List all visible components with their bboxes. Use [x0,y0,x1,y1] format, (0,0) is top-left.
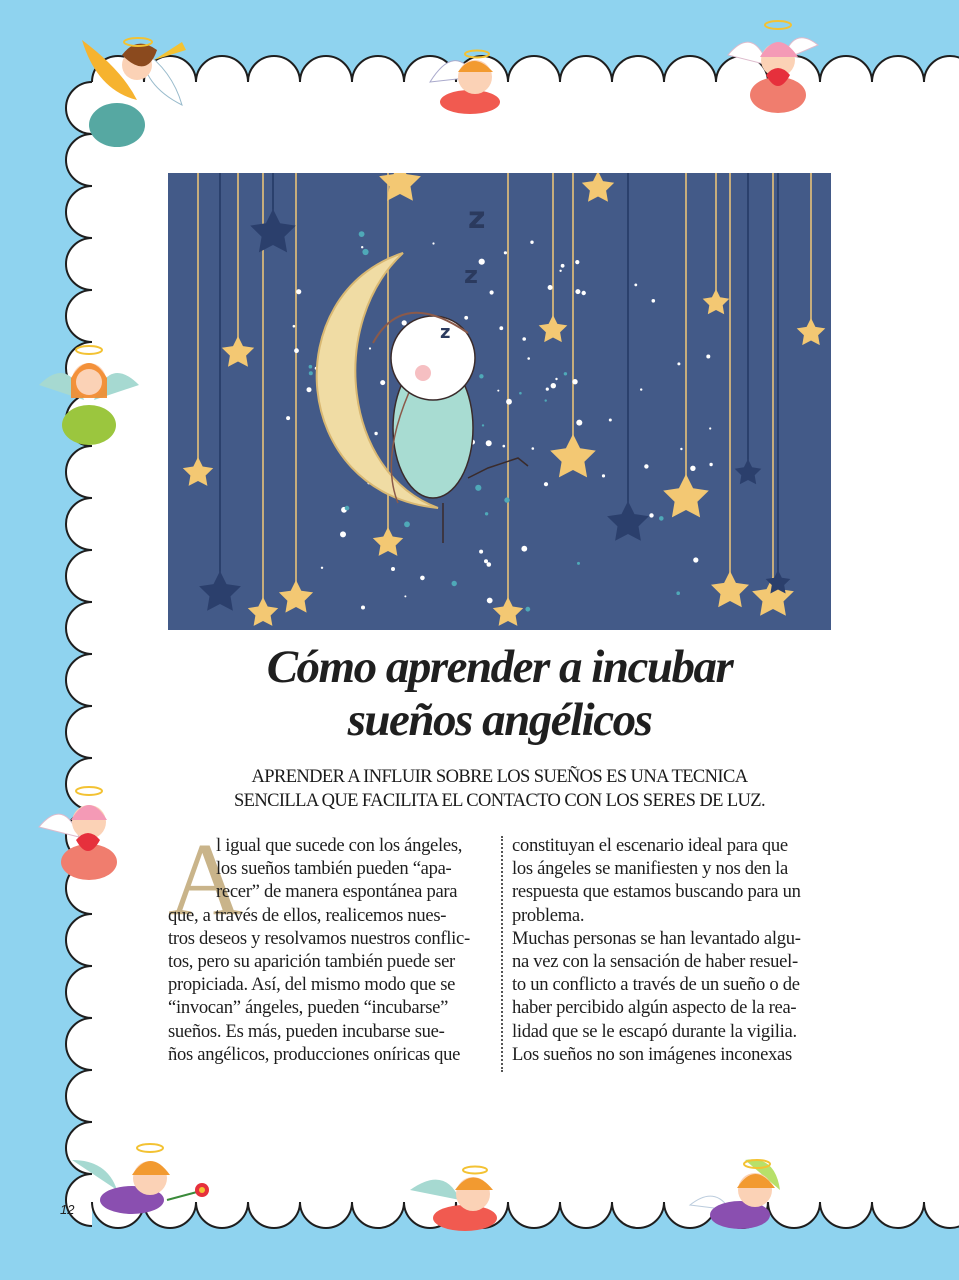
body-line: Muchas personas se han levantado algu- [512,927,801,949]
flower-icon [195,1183,209,1197]
body-line: “invocan” ángeles, pueden “incubarse” [168,997,449,1019]
angel-heart-left-icon [34,782,134,882]
body-line: los ángeles se manifiesten y nos den la [512,858,788,880]
body-line: constituyan el escenario ideal para que [512,835,788,856]
body-line: l igual que sucede con los ángeles, [216,835,463,856]
body-line: ños angélicos, producciones oníricas que [168,1043,461,1065]
body-line: los sueños también pueden “apa- [216,858,452,880]
svg-text:z: z [440,322,451,343]
body-line: recer” de manera espontánea para [216,881,458,903]
angel-right-bottom-icon [685,1150,805,1240]
svg-text:z: z [464,261,478,289]
body-line: tros deseos y resolvamos nuestros conflic- [168,927,470,949]
body-column-left [168,834,495,1066]
body-line: na vez con la sensación de haber resuel- [512,950,798,972]
body-line: propiciada. Así, del mismo modo que se [168,974,456,996]
angel-sleeping-icon [415,42,515,117]
body-line: problema. [512,904,585,926]
angel-heart-icon [718,15,828,115]
angel-trumpet-icon [62,20,202,150]
body-line: respuesta que estamos buscando para un [512,881,801,903]
body-line: to un conflicto a través de un sueño o de [512,974,800,996]
column-divider [501,836,503,1072]
body-line: sueños. Es más, pueden incubarse sue- [168,1020,445,1042]
article-title-line1: Cómo aprender a incubar [266,641,733,693]
angel-flower-icon [62,1140,222,1230]
drop-cap: A [168,822,244,937]
body-line: que, a través de ellos, realicemos nues- [168,904,447,926]
body-line: Los sueños no son imágenes inconexas [512,1043,792,1065]
article-subtitle-line2: SENCILLA QUE FACILITA EL CONTACTO CON LOS SERES DE LUZ. [233,791,766,811]
body-line: haber percibido algún aspecto de la rea- [512,997,797,1019]
body-line: tos, pero su aparición también puede ser [168,950,455,972]
page-number: 12 [60,1202,75,1217]
article-title-line2: sueños angélicos [347,694,652,746]
night-sky-illustration [168,173,831,630]
body-line: lidad que se le escapó durante la vigilia. [512,1020,797,1042]
article-subtitle-line1: APRENDER A INFLUIR SOBRE LOS SUEÑOS ES UNA TECNICA [251,767,748,787]
svg-text:z: z [468,201,486,236]
angel-praying-icon [34,340,144,445]
angel-sleeping-bottom-icon [405,1160,515,1235]
body-column-right [512,834,837,1066]
